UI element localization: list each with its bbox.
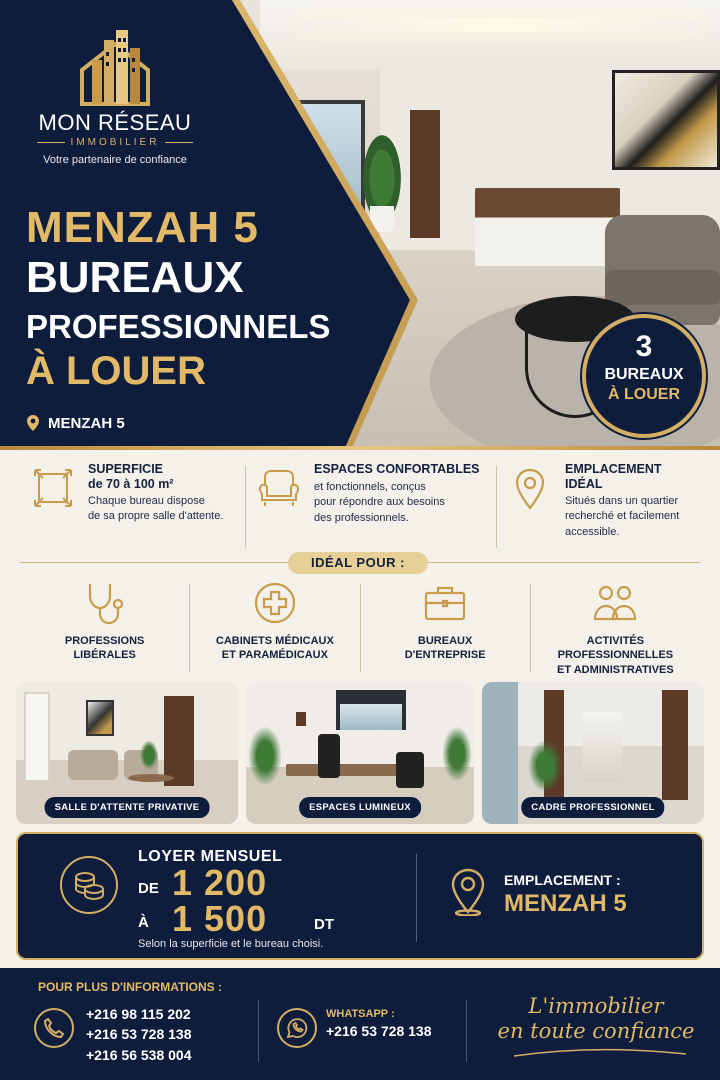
ideal-for-header	[20, 552, 700, 574]
swash-decoration	[510, 1046, 690, 1060]
whatsapp-icon[interactable]	[277, 1008, 317, 1048]
badge-number: 3	[635, 330, 653, 363]
feature-desc: et fonctionnels, conçus pour répondre aux besoins des professionnels.	[314, 481, 445, 524]
feature-subtitle: de 70 à 100 m²	[88, 477, 174, 491]
price-from-label: DE	[138, 880, 159, 897]
price-note: Selon la superficie et le bureau choisi.	[138, 938, 324, 950]
photo-corridor	[482, 682, 704, 824]
feature-title: ESPACES CONFORTABLES	[314, 462, 480, 476]
uses-row	[20, 580, 700, 676]
contact-footer	[0, 968, 720, 1080]
info-label: POUR PLUS D'INFORMATIONS :	[38, 980, 222, 994]
stethoscope-icon	[82, 580, 128, 626]
phone-number[interactable]: +216 56 538 004	[86, 1046, 192, 1063]
badge-line2: À LOUER	[608, 386, 680, 403]
feature-emplacement	[497, 462, 697, 552]
brand-tagline: Votre partenaire de confiance	[43, 154, 187, 166]
divider	[0, 446, 720, 450]
location-value: MENZAH 5	[504, 890, 627, 917]
phone-list	[86, 1004, 192, 1065]
slogan: L'immobilier en toute confiance	[497, 994, 695, 1044]
headline-bureaux: BUREAUX	[26, 253, 244, 302]
coins-icon	[60, 856, 118, 914]
headline	[26, 203, 331, 393]
armchair-icon	[257, 468, 301, 508]
caption-cadre-professionnel: CADRE PROFESSIONNEL	[521, 797, 664, 818]
building-logo-icon	[70, 30, 160, 106]
people-icon	[592, 583, 638, 623]
location-label: EMPLACEMENT :	[504, 872, 621, 888]
price-to-label: À	[138, 914, 149, 931]
location-pin-icon	[514, 468, 546, 510]
location-pin-icon	[26, 414, 40, 432]
use-activites-professionnelles: ACTIVITÉS PROFESSIONNELLES ET ADMINISTRATIVES	[531, 580, 700, 676]
headline-location: MENZAH 5	[26, 203, 259, 252]
hero-location: MENZAH 5	[26, 414, 125, 432]
whatsapp-number[interactable]: +216 53 728 138	[326, 1023, 432, 1039]
hero-section	[0, 0, 720, 448]
medical-cross-icon	[253, 581, 297, 625]
feature-subtitle: IDÉAL	[565, 477, 603, 491]
headline-a-louer: À LOUER	[26, 349, 206, 393]
feature-title: SUPERFICIE	[88, 462, 164, 476]
brand-subtitle: IMMOBILIER	[20, 137, 210, 148]
phone-number[interactable]: +216 53 728 138	[86, 1026, 192, 1043]
whatsapp-label: WHATSAPP :	[326, 1008, 395, 1020]
location-pin-icon	[450, 868, 486, 916]
offices-count-badge	[582, 314, 706, 438]
feature-superficie	[20, 462, 245, 552]
use-cabinets-medicaux: CABINETS MÉDICAUX ET PARAMÉDICAUX	[190, 580, 359, 676]
photo-bright-office	[246, 682, 474, 824]
brand-logo	[20, 30, 210, 166]
headline-professionnels: PROFESSIONNELS	[26, 308, 331, 345]
features-row	[20, 462, 700, 552]
price-box	[16, 832, 704, 960]
price-to-value: 1 500	[172, 898, 268, 939]
use-bureaux-entreprise: BUREAUX D'ENTREPRISE	[361, 580, 530, 676]
brand-name: MON RÉSEAU	[38, 110, 192, 135]
ideal-for-label: IDÉAL POUR :	[288, 552, 428, 574]
feature-desc: Situés dans un quartier recherché et facilement accessible.	[565, 495, 680, 538]
photo-gallery	[16, 682, 704, 824]
price-title: LOYER MENSUEL	[138, 848, 283, 865]
feature-desc: Chaque bureau dispose de sa propre salle d'attente.	[88, 495, 224, 523]
caption-salle-attente: SALLE D'ATTENTE PRIVATIVE	[45, 797, 210, 818]
photo-waiting-room	[16, 682, 238, 824]
feature-title: EMPLACEMENT	[565, 462, 662, 476]
price-currency: DT	[314, 916, 334, 933]
feature-confort	[246, 462, 496, 552]
briefcase-icon	[423, 583, 467, 623]
caption-espaces-lumineux: ESPACES LUMINEUX	[299, 797, 421, 818]
phone-number[interactable]: +216 98 115 202	[86, 1006, 191, 1022]
phone-icon[interactable]	[34, 1008, 74, 1048]
use-professions-liberales: PROFESSIONS LIBÉRALES	[20, 580, 189, 676]
price-from-value: 1 200	[172, 862, 268, 903]
expand-area-icon	[33, 468, 73, 508]
badge-line1: BUREAUX	[604, 366, 684, 383]
